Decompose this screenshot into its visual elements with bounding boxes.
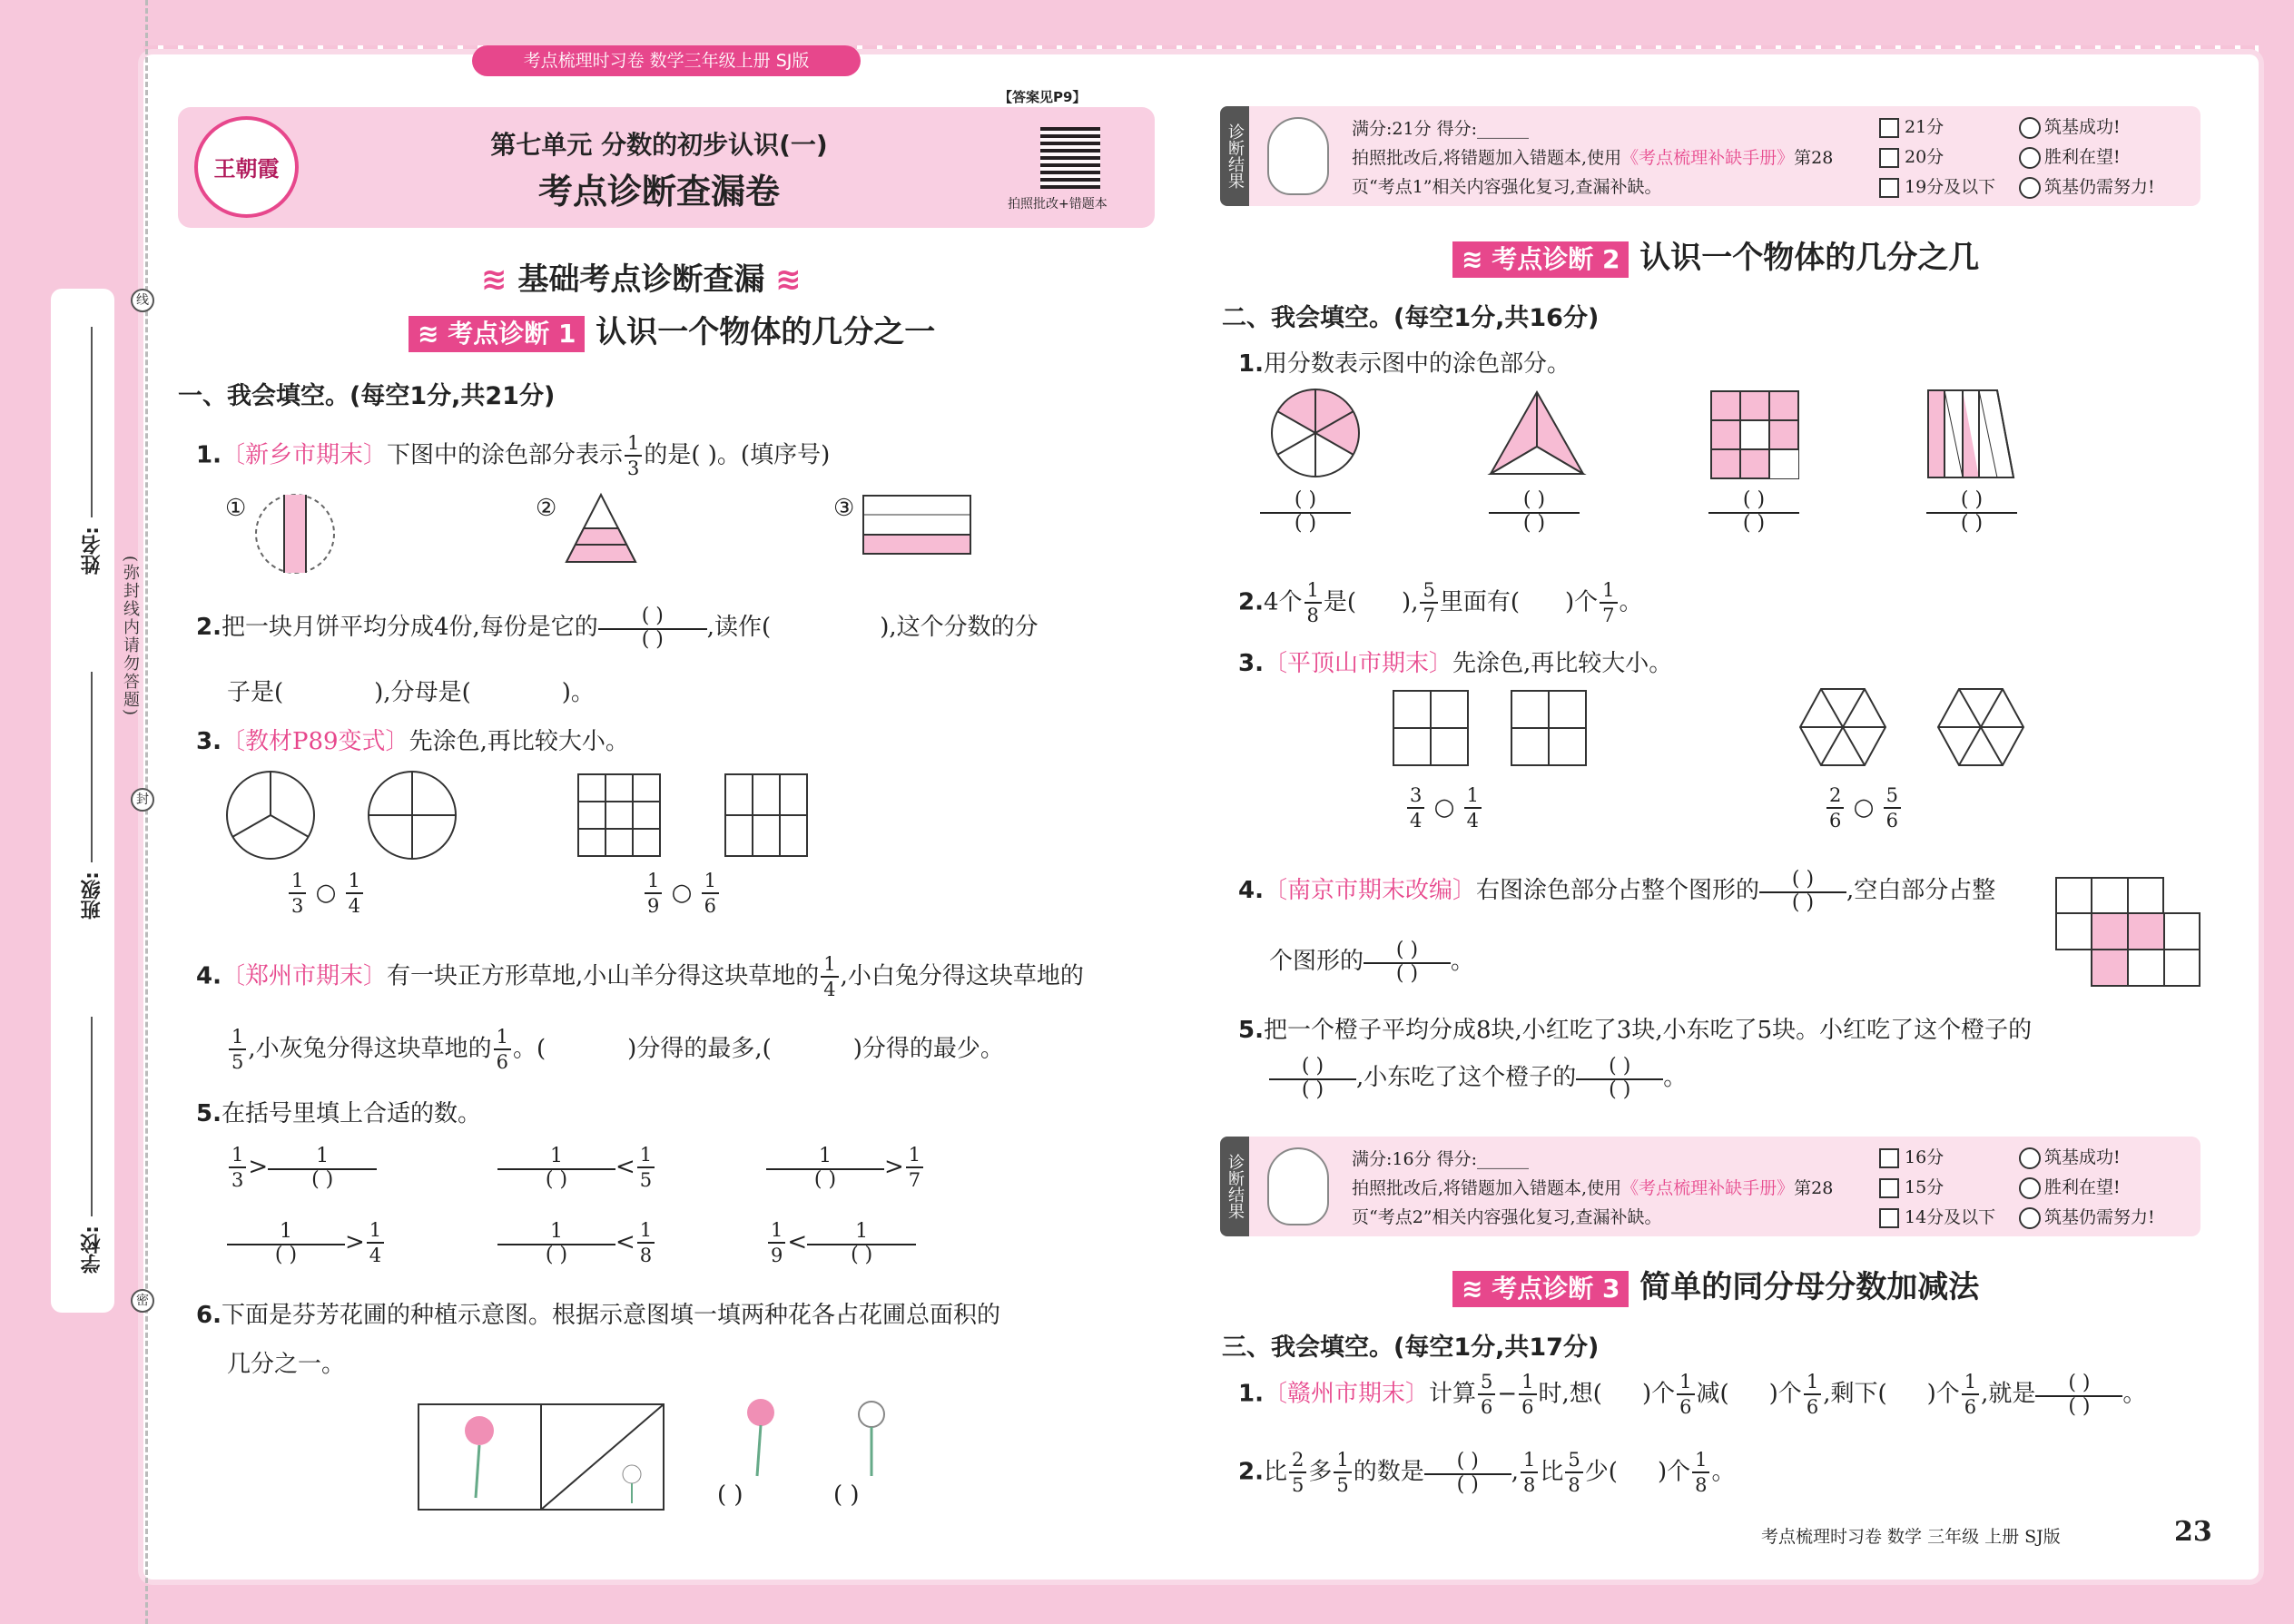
smile-icon [2019,117,2041,139]
compare-3b: $\frac{1}{9}$ ○ $\frac{1}{6}$ [643,871,721,916]
footer-text: 考点梳理时习卷 数学 三年级 上册 SJ版 [1761,1527,2061,1547]
r-question-4-line2: 个图形的 ( ) ( ) 。 [1269,939,1475,985]
class-field[interactable] [91,672,93,862]
option-1-label: ① [225,495,247,522]
grid-ninths [1710,390,1799,479]
ineq-3: 1 ( ) > $\frac{1}{7}$ [766,1146,925,1190]
student-info-tab [51,289,114,1313]
square-fourths[interactable] [1511,690,1587,766]
hexagon-sixths[interactable] [1799,688,1886,766]
circle-figure [254,493,336,575]
r-compare-b: $\frac{2}{6}$ ○ $\frac{5}{6}$ [1825,786,1903,831]
circle-thirds[interactable] [225,770,316,861]
fraction: $\frac{1}{3}$ [625,434,642,478]
r-compare-a: $\frac{3}{4}$ ○ $\frac{1}{4}$ [1405,786,1483,831]
rectangle-figure [862,495,971,555]
checkbox[interactable] [1879,118,1899,138]
smile-icon [2019,147,2041,169]
qr-caption: 拍照批改+错题本 [1008,197,1108,212]
name-label: 姓名: [81,527,103,575]
r-question-5-line2: ( ) ( ) ,小东吃了这个橙子的 ( ) ( ) 。 [1269,1057,1687,1100]
diagnosis-1-heading: ≋ 考点诊断 1 认识一个物体的几分之一 [409,307,935,352]
square-sixths[interactable] [724,773,808,857]
carnation-icon [743,1398,779,1480]
triangle-thirds [1489,390,1585,476]
circle-sixths [1271,389,1360,477]
diagnosis-3-heading: ≋ 考点诊断 3 简单的同分母分数加减法 [1452,1262,1979,1307]
ineq-5: 1 ( ) < $\frac{1}{8}$ [497,1221,656,1265]
question-4: 4.〔郑州市期末〕有一块正方形草地,小山羊分得这块草地的 $\frac{1}{4}$ ,小白兔分得这块草地的 [196,953,1084,1000]
r-question-4: 4.〔南京市期末改编〕右图涂色部分占整个图形的 ( ) ( ) ,空白部分占整 [1238,868,1996,914]
answer-ref: 【答案见P9】 [999,89,1087,105]
name-field[interactable] [91,327,93,517]
smile-icon [2019,1147,2041,1169]
seal-mark: 线 [131,289,154,312]
answer-frac: ( ) ( ) [1926,490,2017,534]
blank-fraction: ( ) ( ) [598,606,707,650]
checkbox[interactable] [1879,1148,1899,1168]
r3-question-1: 1.〔赣州市期末〕计算 $\frac{5}{6}$ − $\frac{1}{6}$ 时,想( )个 $\frac{1}{6}$ 减( )个 $\frac{1}{6}$ ,剩下( )个 $\frac{1}{6}$ ,就是 ( ) ( ) 。 [1238,1371,2147,1418]
binding-line [145,0,148,1624]
ineq-6: $\frac{1}{9}$ < 1 ( ) [766,1221,916,1265]
hexagon-sixths[interactable] [1937,688,2024,766]
question-3: 3.〔教材P89变式〕先涂色,再比较大小。 [196,728,629,755]
answer-lily[interactable]: ( ) [833,1481,860,1509]
compare-3a: $\frac{1}{3}$ ○ $\frac{1}{4}$ [287,871,365,916]
result-box-1: 诊断结果 满分:21分 得分:______ 拍照批改后,将错题加入错题本,使用《考点梳理补缺手册》第28 页“考点1”相关内容强化复习,查漏补缺。 21分 20分 19分及以下 筑基成功! 胜利在望! 筑基仍需努力! [1220,106,2200,206]
seal-mark: 封 [131,788,154,812]
unit-title: 第七单元 分数的初步认识(一) [490,130,828,160]
option-3-label: ③ [833,495,855,522]
smile-icon [2019,1207,2041,1229]
question-1: 1.〔新乡市期末〕下图中的涂色部分表示 $\frac{1}{3}$ 的是( )。(填序号) [196,432,831,479]
question-2: 2.把一块月饼平均分成4份,每份是它的 ( ) ( ) ,读作( ),这个分数的分 [196,605,1039,651]
option-2-label: ② [536,495,557,522]
answer-frac: ( ) ( ) [1489,490,1580,534]
class-label: 班级: [81,871,103,920]
r3-question-2: 2.比 $\frac{2}{5}$ 多 $\frac{1}{5}$ 的数是 ( ) ( ) , $\frac{1}{8}$ 比 $\frac{5}{8}$ 少( )个 $\frac{1}{8}$ 。 [1238,1449,1736,1496]
answer-frac: ( ) ( ) [1708,490,1799,534]
lily-icon [844,1398,899,1480]
r-question-2: 2.4个 $\frac{1}{8}$ 是( ), $\frac{5}{7}$ 里面有( )个 $\frac{1}{7}$ 。 [1238,579,1643,626]
r-question-3: 3.〔平顶山市期末〕先涂色,再比较大小。 [1238,650,1673,677]
garden-diagram [418,1403,665,1511]
answer-frac: ( ) ( ) [1260,490,1351,534]
r-question-1: 1.用分数表示图中的涂色部分。 [1238,350,1570,378]
checkbox[interactable] [1879,1208,1899,1228]
section-1-title: 一、我会填空。(每空1分,共21分) [178,382,556,410]
girl-icon [1267,1147,1329,1225]
ineq-1: $\frac{1}{3}$ > 1 ( ) [227,1146,377,1190]
question-6: 6.下面是芬芳花圃的种植示意图。根据示意图填一填两种花各占花圃总面积的 [196,1302,1000,1329]
checkbox[interactable] [1879,178,1899,198]
school-field[interactable] [91,1017,93,1216]
trapezoid-figure [1926,389,2015,479]
section-2-title: 二、我会填空。(每空1分,共16分) [1222,304,1600,332]
circle-fourths[interactable] [367,770,458,861]
smile-icon [2019,177,2041,199]
cross-grid-figure [2055,877,2200,988]
checkbox[interactable] [1879,148,1899,168]
question-6-line2: 几分之一。 [227,1351,346,1378]
section-3-title: 三、我会填空。(每空1分,共17分) [1222,1334,1600,1362]
r-question-5: 5.把一个橙子平均分成8块,小红吃了3块,小东吃了5块。小红吃了这个橙子的 [1238,1017,2033,1044]
triangle-figure [565,493,637,566]
qr-code[interactable] [1040,127,1100,189]
question-5: 5.在括号里填上合适的数。 [196,1100,481,1127]
ineq-2: 1 ( ) < $\frac{1}{5}$ [497,1146,656,1190]
brand-logo: 王朝霞 [194,116,299,218]
girl-icon [1267,117,1329,195]
section-banner: ≋ 基础考点诊断查漏 ≋ [481,261,802,298]
page-sheet [143,54,2259,1580]
seal-mark: 密 [131,1289,154,1313]
diagnosis-2-heading: ≋ 考点诊断 2 认识一个物体的几分之几 [1452,232,1979,278]
square-fourths[interactable] [1393,690,1469,766]
seal-note: (弥封线内请勿答题) [121,556,140,718]
school-label: 学校: [81,1225,103,1274]
ineq-4: 1 ( ) > $\frac{1}{4}$ [227,1221,386,1265]
page-title: 考点诊断查漏卷 [537,172,780,212]
answer-carnation[interactable]: ( ) [717,1481,743,1509]
series-pill: 考点梳理时习卷 数学三年级上册 SJ版 [472,45,861,76]
smile-icon [2019,1177,2041,1199]
checkbox[interactable] [1879,1178,1899,1198]
question-2-line2: 子是( ),分母是( )。 [227,679,595,706]
square-ninths[interactable] [577,773,661,857]
question-4-line2: $\frac{1}{5}$ ,小灰兔分得这块草地的 $\frac{1}{6}$ 。( )分得的最多,( )分得的最少。 [227,1028,1004,1072]
result-box-2: 诊断结果 满分:16分 得分:______ 拍照批改后,将错题加入错题本,使用《考点梳理补缺手册》第28 页“考点2”相关内容强化复习,查漏补缺。 16分 15分 14分及以下 筑基成功! 胜利在望! 筑基仍需努力! [1220,1137,2200,1236]
page-number: 23 [2174,1516,2212,1548]
